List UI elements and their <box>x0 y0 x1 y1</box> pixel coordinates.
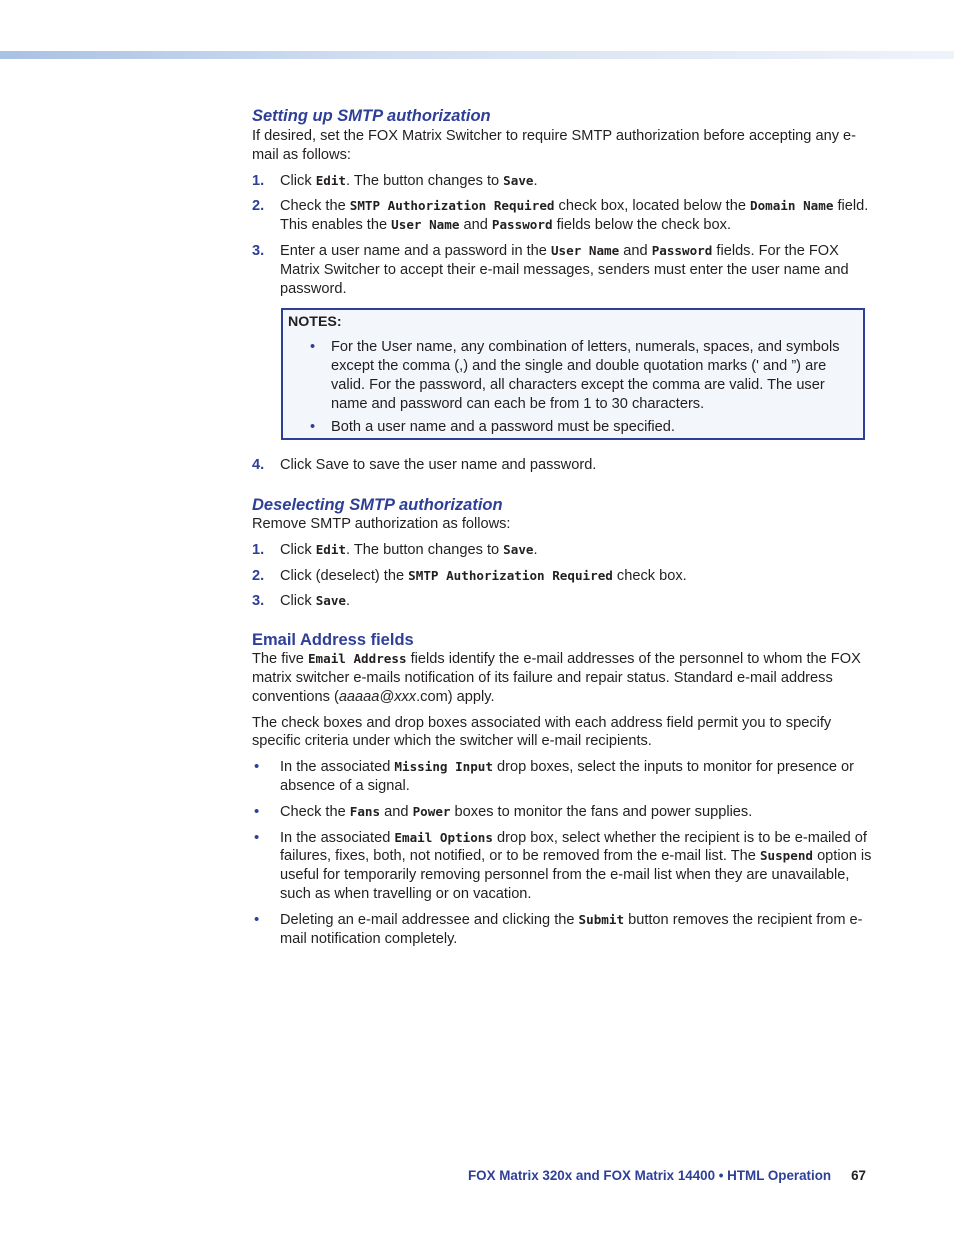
step-text: field. This enables the <box>280 198 869 234</box>
step-number: 3. <box>252 593 265 610</box>
ui-label-smtp-auth-required: SMTP Authorization Required <box>408 567 613 583</box>
bullet-text: drop boxes, select the inputs to monitor for presence or absence of a signal. <box>280 759 854 794</box>
step-number: 4. <box>252 457 265 474</box>
bullet-text: Check the <box>280 803 350 820</box>
step-text: fields. For the FOX Matrix Switcher to accept their e-mail messages, senders must enter the user name and password. <box>280 242 849 297</box>
smtp-setup-step-3 <box>252 242 872 298</box>
email-bullet-1 <box>252 758 872 796</box>
bullet-text: In the associated <box>280 759 395 776</box>
smtp-setup-step-4 <box>252 456 872 475</box>
step-text: . <box>346 593 351 610</box>
step-text: check box, located below the <box>554 198 750 215</box>
note-item <box>288 338 853 413</box>
ui-label-user-name: User Name <box>550 242 620 258</box>
step-text: Click <box>280 172 316 189</box>
bullet-icon: • <box>254 758 260 776</box>
ui-label-user-name: User Name <box>391 217 460 233</box>
step-number: 2. <box>252 567 265 584</box>
step-number: 2. <box>252 198 265 215</box>
smtp-deselect-step-1 <box>252 541 872 560</box>
smtp-deselect-intro: Remove SMTP authorization as follows: <box>252 515 511 532</box>
smtp-setup-step-1 <box>252 172 872 191</box>
step-text: Click Save to save the user name and password. <box>280 457 597 474</box>
ui-label-password: Password <box>651 242 713 258</box>
step-text: . <box>533 172 538 189</box>
smtp-setup-intro: If desired, set the FOX Matrix Switcher to require SMTP authorization before accepting any e-mail as follows: <box>252 128 857 163</box>
email-bullet-4 <box>252 911 872 949</box>
step-text: Enter a user name and a password in the <box>280 242 551 259</box>
footer-title: FOX Matrix 320x and FOX Matrix 14400 • HTML Operation <box>467 1168 832 1183</box>
ui-label-submit: Submit <box>578 911 625 927</box>
note-text: For the User name, any combination of letters, numerals, spaces, and symbols except the comma (,) and the single and double quotation marks (' and ”) are valid. For the password, all characters except the comma are valid. The user name and password can each be from 1 to 30 characters. <box>331 339 840 412</box>
email-fields-paragraph-1 <box>252 650 872 706</box>
ui-label-fans: Fans <box>349 803 381 819</box>
note-text: Both a user name and a password must be specified. <box>331 419 675 436</box>
ui-label-edit: Edit <box>315 172 347 188</box>
bullet-text: drop box, select whether the recipient is to be e-mailed of failures, fixes, both, not notified, or to be removed from the e-mail list. The <box>280 829 867 865</box>
step-text: Check the <box>280 198 350 215</box>
ui-label-missing-input: Missing Input <box>394 759 493 775</box>
step-text: Click (deselect) the <box>280 567 409 584</box>
step-text: . <box>533 541 538 558</box>
notes-box <box>281 308 865 440</box>
bullet-text: and <box>380 803 413 820</box>
page-footer <box>468 1167 866 1185</box>
ui-label-save: Save <box>503 541 534 557</box>
para-text: The five <box>252 651 308 668</box>
header-gradient-bar <box>0 51 954 59</box>
bullet-icon: • <box>310 419 316 436</box>
smtp-setup-step-2 <box>252 197 872 235</box>
email-example: aaaaa@xxx <box>338 688 417 705</box>
ui-label-power: Power <box>412 803 451 819</box>
ui-label-email-options: Email Options <box>394 829 493 845</box>
ui-label-smtp-auth-required: SMTP Authorization Required <box>349 198 555 214</box>
bullet-icon: • <box>254 828 260 846</box>
ui-label-save: Save <box>315 593 347 609</box>
step-number: 3. <box>252 242 265 259</box>
para-text: fields identify the e-mail addresses of the personnel to whom the FOX matrix switcher e-mails notification of its failure and repair status. Standard e-mail address conventions ( <box>252 651 861 705</box>
ui-label-password: Password <box>491 217 553 233</box>
email-fields-paragraph-2: The check boxes and drop boxes associated with each address field permit you to specify specific criteria under which the switcher will e-mail recipients. <box>252 714 832 750</box>
email-bullet-3 <box>252 829 872 904</box>
bullet-text: option is useful for temporarily removing personnel from the e-mail list when they are unavailable, such as when travelling or on vacation. <box>280 848 872 902</box>
bullet-icon: • <box>254 802 260 820</box>
smtp-deselect-step-3 <box>252 592 872 611</box>
notes-heading: NOTES: <box>288 314 342 331</box>
ui-label-suspend: Suspend <box>759 848 814 864</box>
smtp-deselect-step-2 <box>252 567 872 586</box>
ui-label-email-address: Email Address <box>307 651 407 667</box>
ui-label-save: Save <box>503 172 534 188</box>
heading-smtp-setup: Setting up SMTP authorization <box>252 107 491 125</box>
step-text: . The button changes to <box>346 172 504 189</box>
heading-smtp-deselect: Deselecting SMTP authorization <box>252 495 503 514</box>
page-number: 67 <box>851 1168 866 1183</box>
bullet-icon: • <box>310 339 316 356</box>
heading-email-fields: Email Address fields <box>252 631 414 650</box>
bullet-text: boxes to monitor the fans and power supplies. <box>450 803 753 820</box>
step-text: and <box>459 217 492 234</box>
email-bullet-2 <box>252 803 872 822</box>
step-number: 1. <box>252 541 265 558</box>
ui-label-domain-name: Domain Name <box>750 198 834 214</box>
bullet-icon: • <box>254 910 260 928</box>
step-number: 1. <box>252 172 265 189</box>
step-text: . The button changes to <box>346 541 504 558</box>
para-text: .com) apply. <box>416 688 495 705</box>
step-text: and <box>619 242 652 259</box>
step-text: fields below the check box. <box>552 217 732 234</box>
bullet-text: Deleting an e-mail addressee and clicking the <box>280 911 579 928</box>
ui-label-edit: Edit <box>315 541 347 557</box>
bullet-text: button removes the recipient from e-mail notification completely. <box>280 911 863 947</box>
note-item <box>288 418 853 437</box>
step-text: Click <box>280 541 316 558</box>
bullet-text: In the associated <box>280 829 395 846</box>
step-text: Click <box>280 593 316 610</box>
page-content <box>252 106 872 948</box>
step-text: check box. <box>612 567 687 584</box>
